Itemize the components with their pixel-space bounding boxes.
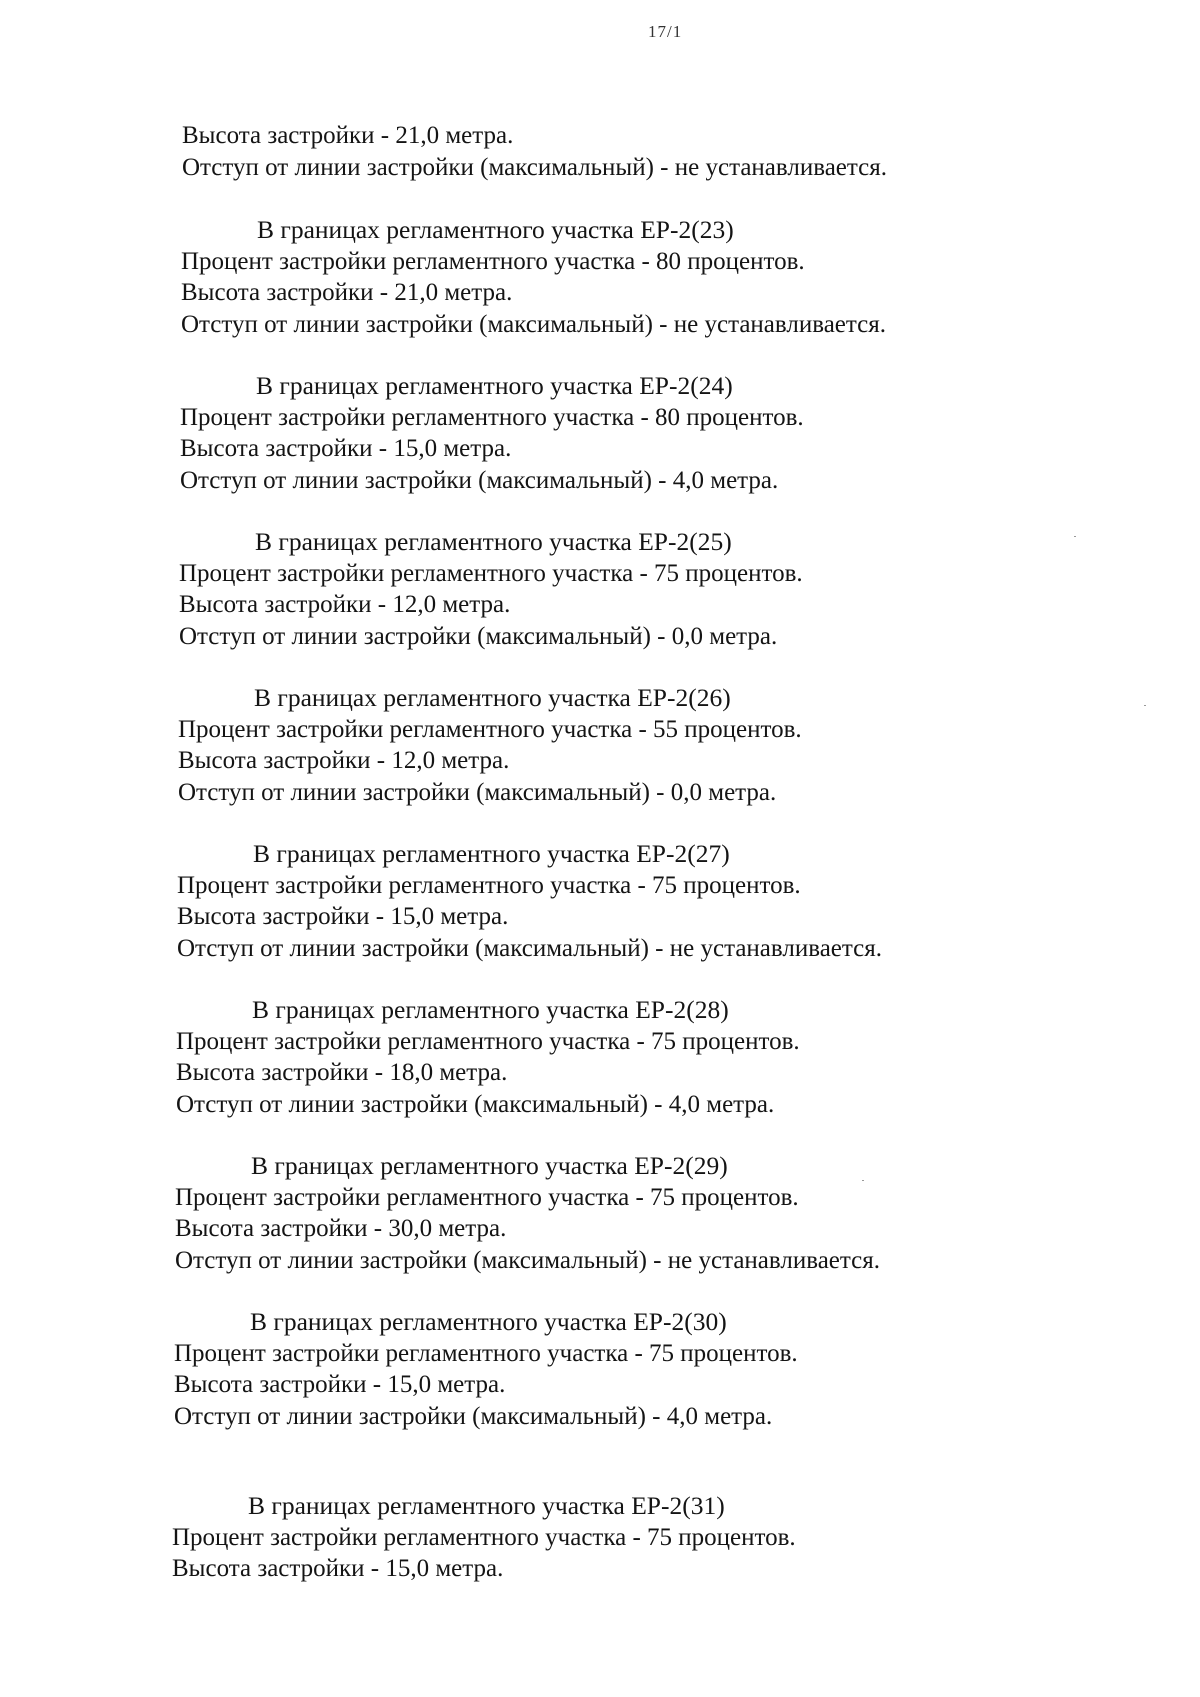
section-title: В границах регламентного участка ЕР-2(29) (251, 1151, 728, 1180)
section-title: В границах регламентного участка ЕР-2(23) (257, 215, 734, 244)
scan-speck (1144, 705, 1146, 706)
text-line: Высота застройки - 21,0 метра. (182, 122, 514, 149)
text-line: Высота застройки - 12,0 метра. (178, 747, 510, 774)
text-line: Отступ от линии застройки (максимальный) - 4,0 метра. (180, 466, 779, 494)
text-line: Процент застройки регламентного участка - 55 процентов. (178, 715, 802, 743)
section-title: В границах регламентного участка ЕР-2(28) (252, 995, 729, 1024)
text-line: Процент застройки регламентного участка - 75 процентов. (174, 1339, 798, 1367)
text-line: Высота застройки - 18,0 метра. (176, 1059, 508, 1086)
scan-speck (1074, 536, 1076, 537)
section-ep-2-31 (172, 1490, 796, 1585)
text-line: Высота застройки - 21,0 метра. (181, 279, 513, 306)
section-ep-2-28 (176, 994, 800, 1120)
section-ep-2-25 (179, 526, 803, 652)
text-line: Отступ от линии застройки (максимальный) - не устанавливается. (182, 153, 887, 181)
text-line: Высота застройки - 15,0 метра. (177, 903, 509, 930)
section-ep-2-29 (175, 1150, 880, 1276)
section-ep-2-30 (174, 1306, 798, 1432)
section-title: В границах регламентного участка ЕР-2(26) (254, 683, 731, 712)
section-title: В границах регламентного участка ЕР-2(31) (248, 1491, 725, 1520)
text-line: Процент застройки регламентного участка - 75 процентов. (176, 1027, 800, 1055)
section-title: В границах регламентного участка ЕР-2(25) (255, 527, 732, 556)
text-line: Процент застройки регламентного участка - 80 процентов. (181, 247, 805, 275)
text-line: Процент застройки регламентного участка - 75 процентов. (177, 871, 801, 899)
text-line: Процент застройки регламентного участка - 80 процентов. (180, 403, 804, 431)
text-line: Высота застройки - 30,0 метра. (175, 1215, 507, 1242)
text-line: Отступ от линии застройки (максимальный) - не устанавливается. (181, 310, 886, 338)
text-line: Процент застройки регламентного участка - 75 процентов. (172, 1523, 796, 1551)
section-ep-2-23 (181, 214, 886, 340)
text-line: Высота застройки - 12,0 метра. (179, 591, 511, 618)
text-line: Процент застройки регламентного участка - 75 процентов. (175, 1183, 799, 1211)
scan-speck (862, 1180, 864, 1181)
text-line: Высота застройки - 15,0 метра. (172, 1555, 504, 1582)
section-ep-2-27 (177, 838, 882, 964)
text-line: Высота застройки - 15,0 метра. (180, 435, 512, 462)
section-title: В границах регламентного участка ЕР-2(24) (256, 371, 733, 400)
section-title: В границах регламентного участка ЕР-2(27) (253, 839, 730, 868)
section-ep-2-26 (178, 682, 802, 808)
text-line: Высота застройки - 15,0 метра. (174, 1371, 506, 1398)
page-number: 17/1 (648, 22, 683, 41)
text-line: Отступ от линии застройки (максимальный) - не устанавливается. (177, 934, 882, 962)
text-line: Отступ от линии застройки (максимальный) - 4,0 метра. (176, 1090, 775, 1118)
text-line: Отступ от линии застройки (максимальный) - не устанавливается. (175, 1246, 880, 1274)
text-line: Отступ от линии застройки (максимальный) - 0,0 метра. (179, 622, 778, 650)
text-line: Отступ от линии застройки (максимальный) - 0,0 метра. (178, 778, 777, 806)
text-line: Процент застройки регламентного участка - 75 процентов. (179, 559, 803, 587)
section-ep-2-24 (180, 370, 804, 496)
intro-block (182, 120, 887, 183)
text-line: Отступ от линии застройки (максимальный) - 4,0 метра. (174, 1402, 773, 1430)
section-title: В границах регламентного участка ЕР-2(30) (250, 1307, 727, 1336)
